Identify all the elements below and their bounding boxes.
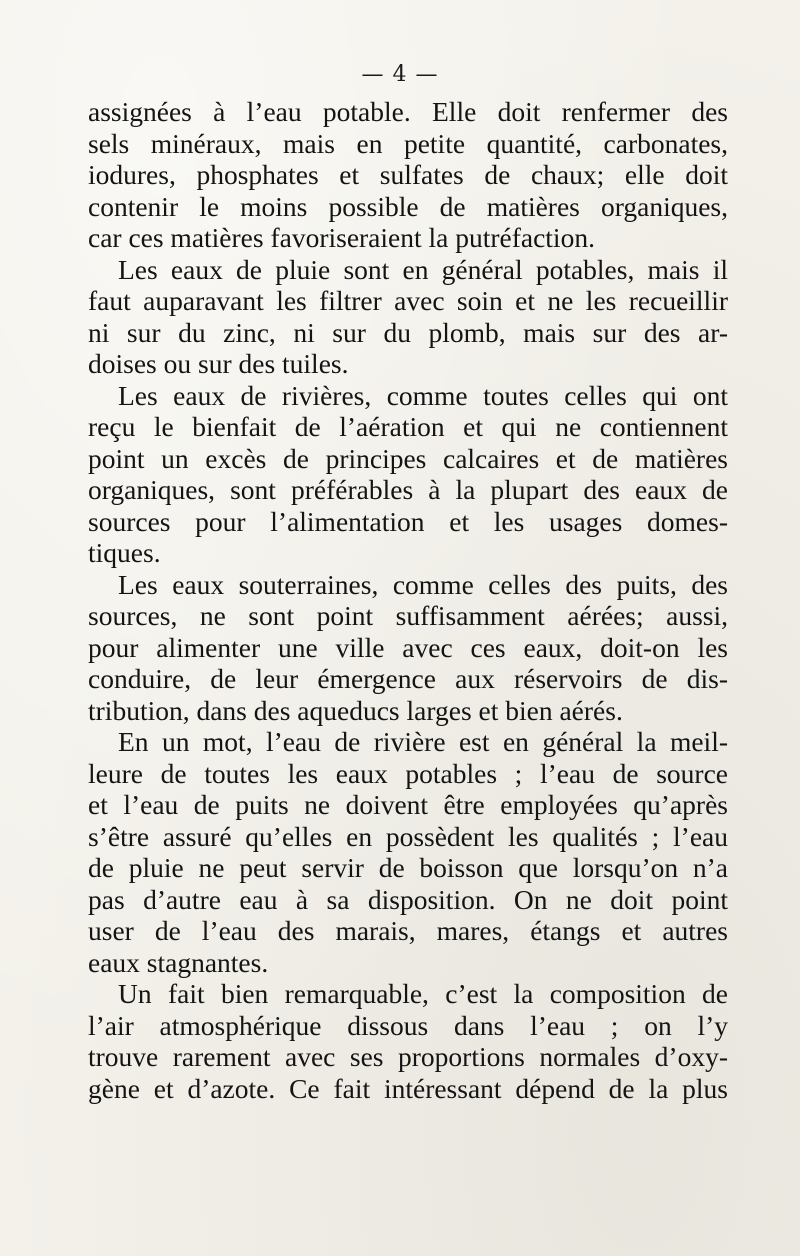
text-line: sels minéraux, mais en petite quantité, carbonates, — [88, 127, 728, 159]
text-line: trouve rarement avec ses proportions normales d’oxy- — [88, 1041, 728, 1072]
text-line: user de l’eau des marais, mares, étangs et autres — [88, 915, 728, 946]
text-line: En un mot, l’eau de rivière est en général la meil- — [118, 726, 728, 757]
text-line: iodures, phosphates et sulfates de chaux; elle doit — [88, 159, 728, 190]
text-line: pour alimenter une ville avec ces eaux, doit-on les — [88, 631, 728, 663]
text-line: organiques, sont préférables à la plupart des eaux de — [88, 474, 728, 505]
text-line: eaux stagnantes. — [88, 946, 269, 978]
text-line: tribution, dans des aqueducs larges et bien aérés. — [88, 694, 623, 726]
page-number: — 4 — — [361, 62, 439, 87]
text-line: point un excès de principes calcaires et de matières — [88, 442, 728, 474]
text-line: Un fait bien remarquable, c’est la composition de — [118, 978, 728, 1009]
text-line: s’être assuré qu’elles en possèdent les qualités ; l’eau — [88, 820, 728, 852]
text-line: Les eaux souterraines, comme celles des puits, des — [118, 568, 728, 600]
text-line: et l’eau de puits ne doivent être employées qu’après — [88, 789, 728, 820]
text-line: tiques. — [88, 537, 161, 568]
text-line: reçu le bienfait de l’aération et qui ne contiennent — [88, 411, 728, 442]
text-line: de pluie ne peut servir de boisson que lorsqu’on n’a — [88, 852, 728, 883]
text-line: conduire, de leur émergence aux réservoirs de dis- — [88, 663, 728, 694]
text-line: pas d’autre eau à sa disposition. On ne doit point — [88, 883, 728, 915]
text-line: gène et d’azote. Ce fait intéressant dépend de la plus — [88, 1072, 728, 1104]
text-line: faut auparavant les filtrer avec soin et ne les recueillir — [88, 285, 728, 316]
text-line: Les eaux de pluie sont en général potables, mais il — [118, 253, 728, 285]
text-line: ni sur du zinc, ni sur du plomb, mais sur des ar- — [88, 316, 728, 348]
text-line: sources pour l’alimentation et les usages domes- — [88, 505, 728, 537]
text-line: doises ou sur des tuiles. — [88, 348, 349, 379]
text-line: car ces matières favoriseraient la putréfaction. — [88, 222, 595, 253]
text-line: leure de toutes les eaux potables ; l’eau de source — [88, 757, 728, 789]
text-line: sources, ne sont point suffisamment aérées; aussi, — [88, 600, 728, 631]
text-line: l’air atmosphérique dissous dans l’eau ; on l’y — [88, 1009, 728, 1041]
text-line: contenir le moins possible de matières organiques, — [88, 190, 728, 222]
text-line: Les eaux de rivières, comme toutes celles qui ont — [118, 379, 728, 411]
body-text — [88, 96, 728, 1104]
text-line: assignées à l’eau potable. Elle doit renfermer des — [88, 96, 728, 127]
